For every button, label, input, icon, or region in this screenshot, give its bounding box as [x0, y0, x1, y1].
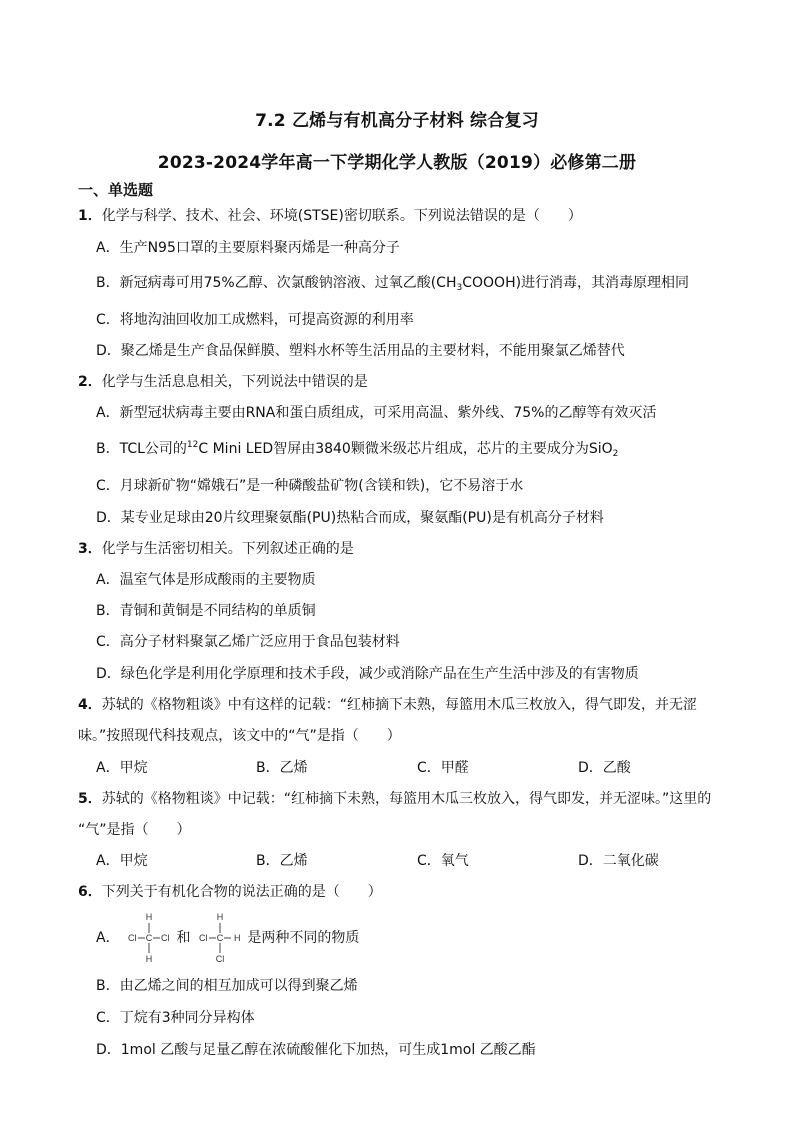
question-4-option-d: D．乙酸 [578, 760, 631, 776]
atom-h-top: H [216, 912, 224, 922]
question-1-stem [78, 206, 582, 226]
atom-cl-right: Cl [161, 933, 170, 943]
option-text-tail: 是两种不同的物质 [247, 930, 360, 946]
question-5-stem [78, 789, 711, 809]
atom-c: C [145, 933, 153, 943]
question-2-option-d: D．某专业足球由20片纹理聚氨酯(PU)热粘合而成，聚氨酯(PU)是有机高分子材料 [96, 510, 604, 526]
question-6-option-a [96, 910, 359, 970]
dichloromethane-structure-1 [124, 910, 172, 966]
question-5-option-d: D．二氧化碳 [578, 853, 659, 869]
question-4-option-c: C．甲醛 [417, 760, 469, 776]
question-1-option-d: D．聚乙烯是生产食品保鲜膜、塑料水杯等生活用品的主要材料，不能用聚氯乙烯替代 [96, 343, 625, 359]
question-text: 苏轼的《格物粗谈》中有这样的记载：“红柿摘下未熟，每篮用木瓜三枚放入，得气即发，并无涩 [101, 697, 698, 713]
atom-c: C [216, 933, 224, 943]
question-3-option-d: D．绿色化学是利用化学原理和技术手段，减少或消除产品在生产生活中涉及的有害物质 [96, 666, 639, 682]
atom-cl-left: Cl [198, 933, 208, 943]
question-5-option-c: C．氧气 [417, 853, 469, 869]
atom-h-right: H [233, 933, 241, 943]
question-3-option-a: A．温室气体是形成酸雨的主要物质 [96, 572, 316, 588]
atom-h-bottom: H [145, 954, 153, 964]
question-4-option-b: B．乙烯 [256, 760, 308, 776]
question-1-option-a: A．生产N95口罩的主要原料聚丙烯是一种高分子 [96, 240, 400, 256]
document-title: 7.2 乙烯与有机高分子材料 综合复习 [255, 111, 539, 131]
question-1-option-c: C．将地沟油回收加工成燃料，可提高资源的利用率 [96, 312, 414, 328]
question-number: 4． [78, 697, 102, 713]
atom-cl-bottom: Cl [215, 954, 225, 964]
question-2-stem [78, 372, 368, 392]
question-1-option-b [96, 273, 689, 295]
question-number: 6． [78, 884, 102, 900]
question-text: 苏轼的《格物粗谈》中记载：“红柿摘下未熟，每篮用木瓜三枚放入，得气即发，并无涩味。”这里的 [101, 791, 712, 807]
subscript: 2 [612, 449, 619, 459]
superscript: 12 [186, 440, 199, 450]
option-connector: 和 [176, 930, 191, 946]
question-text: 下列关于有机化合物的说法正确的是（ ） [101, 884, 382, 900]
question-4-stem [78, 695, 697, 715]
atom-h-top: H [145, 912, 153, 922]
question-5-option-a: A．甲烷 [96, 853, 148, 869]
option-text-tail: C Mini LED智屏由3840颗微米级芯片组成，芯片的主要成分为SiO [198, 441, 613, 457]
question-number: 3． [78, 541, 102, 557]
question-2-option-c: C．月球新矿物“嫦娥石”是一种磷酸盐矿物(含镁和铁)，它不易溶于水 [96, 478, 524, 494]
section-heading: 一、单选题 [78, 181, 154, 199]
question-3-stem [78, 539, 354, 559]
question-4-stem-continued: 味。”按照现代科技观点，该文中的“气”是指（ ） [78, 728, 401, 744]
question-number: 5． [78, 791, 102, 807]
document-subtitle: 2023-2024学年高一下学期化学人教版（2019）必修第二册 [157, 153, 637, 173]
question-6-option-c: C．丁烷有3种同分异构体 [96, 1010, 255, 1026]
question-5-stem-continued: “气”是指（ ） [78, 822, 191, 838]
question-2-option-b [96, 439, 618, 461]
question-6-option-d: D．1mol 乙酸与足量乙醇在浓硫酸催化下加热，可生成1mol 乙酸乙酯 [96, 1042, 536, 1058]
question-number: 1． [78, 208, 102, 224]
option-text: B．TCL公司的 [96, 441, 187, 457]
option-label: A． [96, 930, 120, 946]
question-4-option-a: A．甲烷 [96, 760, 148, 776]
question-text: 化学与生活密切相关。下列叙述正确的是 [101, 541, 354, 557]
question-3-option-c: C．高分子材料聚氯乙烯广泛应用于食品包装材料 [96, 634, 400, 650]
question-number: 2． [78, 374, 102, 390]
question-6-option-b: B．由乙烯之间的相互加成可以得到聚乙烯 [96, 978, 358, 994]
question-3-option-b: B．青铜和黄铜是不同结构的单质铜 [96, 603, 316, 619]
dichloromethane-structure-2 [195, 910, 243, 966]
question-5-option-b: B．乙烯 [256, 853, 308, 869]
question-text: 化学与科学、技术、社会、环境(STSE)密切联系。下列说法错误的是（ ） [101, 208, 582, 224]
atom-cl-left: Cl [128, 933, 137, 943]
question-text: 化学与生活息息相关，下列说法中错误的是 [101, 374, 368, 390]
question-2-option-a: A．新型冠状病毒主要由RNA和蛋白质组成，可采用高温、紫外线、75%的乙醇等有效灭活 [96, 405, 657, 421]
option-text: B．新冠病毒可用75%乙醇、次氯酸钠溶液、过氧乙酸(CH [96, 275, 457, 291]
question-6-stem [78, 882, 382, 902]
option-text-tail: COOOH)进行消毒，其消毒原理相同 [462, 275, 690, 291]
subscript: 3 [456, 283, 463, 293]
